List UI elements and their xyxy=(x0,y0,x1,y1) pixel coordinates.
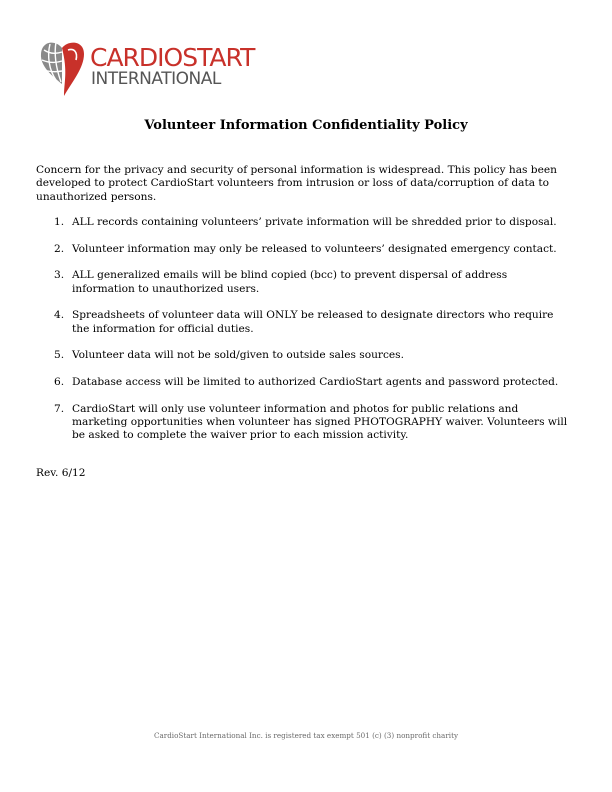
list-item-number: 5. xyxy=(54,349,65,362)
logo-brand-bottom: INTERNATIONAL xyxy=(91,69,221,89)
list-item xyxy=(36,376,571,389)
list-item xyxy=(36,403,571,443)
list-item-number: 6. xyxy=(54,376,65,389)
list-item-number: 3. xyxy=(54,269,65,282)
list-item-text: CardioStart will only use volunteer information and photos for public relations and marketing opportunities when volunteer has signed PHOTOGRAPHY waiver. Volunteers will be asked to complete the waiver prior to each mission activity. xyxy=(72,402,568,442)
logo-brand-top: CARDIOSTART xyxy=(90,43,255,72)
list-item-number: 1. xyxy=(54,216,65,228)
list-item xyxy=(36,309,571,336)
list-item-text: Database access will be limited to authorized CardioStart agents and password protected. xyxy=(72,376,559,389)
policy-list xyxy=(36,216,571,456)
list-item-number: 7. xyxy=(54,402,65,415)
cardiostart-logo xyxy=(38,38,255,98)
list-item-text: Volunteer data will not be sold/given to outside sales sources. xyxy=(72,349,404,362)
intro-paragraph: Concern for the privacy and security of personal information is widespread. This policy has been developed to protect CardioStart volunteers from intrusion or loss of data/corruption of data to unauthorized persons. xyxy=(36,164,557,203)
list-item-text: Volunteer information may only be released to volunteers’ designated emergency contact. xyxy=(72,242,557,255)
list-item xyxy=(36,243,571,256)
list-item-text: ALL records containing volunteers’ private information will be shredded prior to disposal. xyxy=(72,216,557,228)
footer-note: CardioStart International Inc. is registered tax exempt 501 (c) (3) nonprofit charity xyxy=(153,731,459,740)
list-item xyxy=(36,269,571,296)
document-title: Volunteer Information Confidentiality Policy xyxy=(144,118,468,133)
list-item xyxy=(36,216,571,229)
revision-note: Rev. 6/12 xyxy=(36,467,86,479)
list-item-number: 2. xyxy=(54,242,65,255)
heart-globe-icon xyxy=(38,38,90,98)
list-item-text: Spreadsheets of volunteer data will ONLY be released to designate directors who require the information for official duties. xyxy=(72,309,554,335)
list-item-number: 4. xyxy=(54,309,65,322)
list-item xyxy=(36,349,571,362)
list-item-text: ALL generalized emails will be blind copied (bcc) to prevent dispersal of address information to unauthorized users. xyxy=(72,269,508,295)
